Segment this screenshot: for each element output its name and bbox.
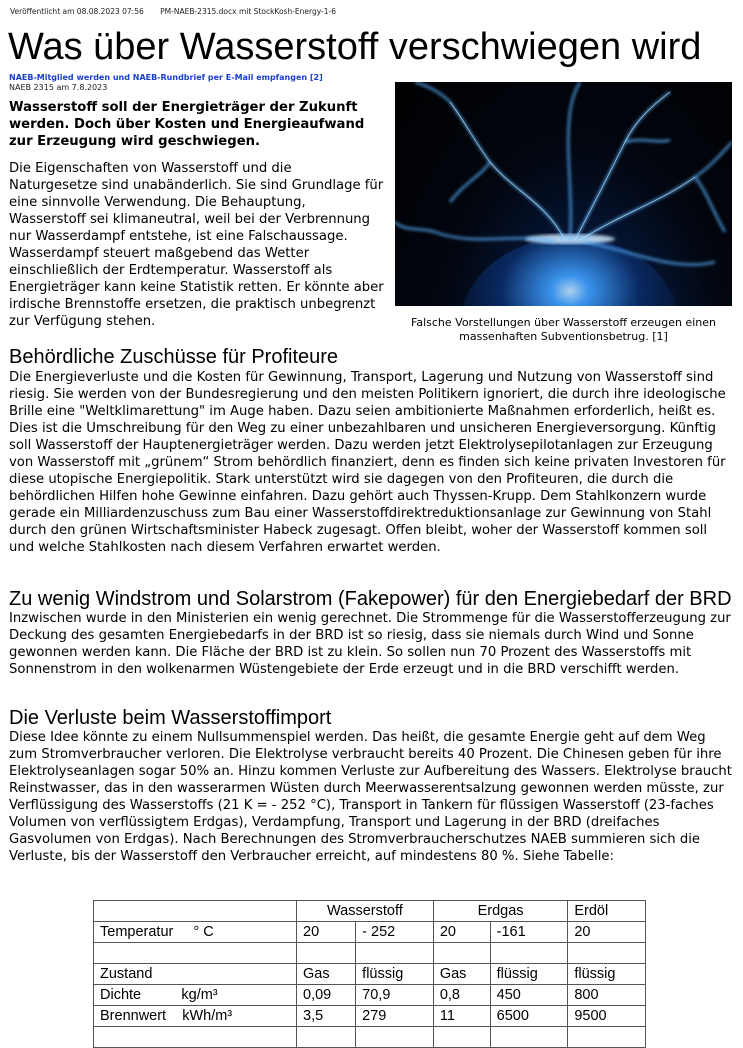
table-cell: -161 <box>490 922 568 943</box>
table-cell <box>356 1027 434 1048</box>
table-cell: 20 <box>297 922 356 943</box>
row-label-calorific-value: Brennwert kWh/m³ <box>94 1006 297 1027</box>
publication-meta <box>10 7 350 16</box>
table-cell: flüssig <box>356 964 434 985</box>
subscribe-link[interactable]: NAEB-Mitglied werden und NAEB-Rundbrief per E-Mail empfangen [2] <box>9 73 323 82</box>
table-row <box>94 964 646 985</box>
section-heading-subsidies: Behördliche Zuschüsse für Profiteure <box>9 346 339 368</box>
section-heading-windsolar: Zu wenig Windstrom und Solarstrom (Fakepower) für den Energiebedarf der BRD <box>9 588 732 610</box>
table-cell: 20 <box>568 922 646 943</box>
table-row <box>94 1006 646 1027</box>
table-cell: 6500 <box>490 1006 568 1027</box>
table-cell: flüssig <box>568 964 646 985</box>
image-caption: Falsche Vorstellungen über Wasserstoff erzeugen einen massenhaften Subventionsbetrug. [1] <box>411 316 716 343</box>
section-text-subsidies: Die Energieverluste und die Kosten für Gewinnung, Transport, Lagerung und Nutzung von Wasserstoff sind riesig. Sie werden von der Bundesregierung und den meisten Politikern ignoriert, die durch ihre ideologische Brille eine "Weltklimarettung" im Auge haben. Dazu seien ambitionierte Maßnahmen erforderlich, heißt es. Dies ist die Umschreibung für den Weg zu einer unbezahlbaren und unsicheren Energieversorgung. Künftig soll Wasserstoff der Hauptenergieträger werden. Dazu werden jetzt Elektrolysepilotanlagen zur Erzeugung von Wasserstoff mit „grünem“ Strom behördlich finanziert, denn es finden sich keine privaten Investoren für diese utopische Energiepolitik. Stark unterstützt wird sie dagegen von den Profiteuren, die durch die behördlichen Hilfen hohe Gewinne einfahren. Dazu gehört auch Thyssen-Krupp. Dem Stahlkonzern wurde gerade ein Milliardenzuschuss zum Bau einer Wasserstoffdirektreduktionsanlage zur Gewinnung von Stahl durch den grünen Wirtschaftsminister Habeck zugesagt. Offen bleibt, woher der Wasserstoff kommen soll und welche Stahlkosten nach diesem Verfahren erwartet werden. <box>9 370 726 555</box>
table-cell: 3,5 <box>297 1006 356 1027</box>
table-cell <box>433 1027 490 1048</box>
table-header-row <box>94 901 646 922</box>
group-header-hydrogen: Wasserstoff <box>297 901 434 922</box>
table-cell <box>568 943 646 964</box>
table-cell <box>490 943 568 964</box>
naeb-reference: NAEB 2315 am 7.8.2023 <box>9 83 108 92</box>
table-cell: 0,09 <box>297 985 356 1006</box>
section-text-windsolar: Inzwischen wurde in den Ministerien ein wenig gerechnet. Die Strommenge für die Wasserstofferzeugung zur Deckung des gesamten Energiebedarfs in der BRD ist so riesig, dass sie niemals durch Wind und Sonne gewonnen werden kann. Die Fläche der BRD ist zu klein. So sollen nun 70 Prozent des Wasserstoffs mit Sonnenstrom in den wolkenarmen Wüstengebiete der Erde erzeugt und in die BRD verschifft werden. <box>9 611 731 677</box>
table-cell: 11 <box>433 1006 490 1027</box>
table-cell: 279 <box>356 1006 434 1027</box>
table-cell: 450 <box>490 985 568 1006</box>
table-cell: flüssig <box>490 964 568 985</box>
table-cell <box>94 943 297 964</box>
table-cell: Gas <box>297 964 356 985</box>
section-text-import-losses: Diese Idee könnte zu einem Nullsummenspiel werden. Das heißt, die gesamte Energie geht auf dem Weg zum Stromverbraucher verloren. Die Elektrolyse verbraucht bereits 40 Prozent. Die Chinesen geben für ihre Elektrolyseanlagen sogar 50% an. Hinzu kommen Verluste zur Aufbereitung des Wassers. Elektrolyse braucht Reinstwasser, das in den wasserarmen Wüsten durch Meerwasserentsalzung gewonnen werden müsste, zur Verflüssigung des Wasserstoffs (21 K = - 252 °C), Transport in Tankern für flüssigen Wasserstoff (23-faches Volumen von verflüssigtem Erdgas), Verdampfung, Transport und Lagerung in der BRD (dreifaches Gasvolumen von Erdgas). Nach Berechnungen des Stromverbraucherschutzes NAEB summieren sich die Verluste, bis der Wasserstoff den Verbraucher erreicht, auf mindestens 80 %. Siehe Tabelle: <box>9 730 732 864</box>
plasma-illustration <box>395 82 732 306</box>
row-label-state: Zustand <box>94 964 297 985</box>
table-row-empty <box>94 1027 646 1048</box>
table-cell: 9500 <box>568 1006 646 1027</box>
table-cell: 800 <box>568 985 646 1006</box>
table-cell: - 252 <box>356 922 434 943</box>
table-cell: Gas <box>433 964 490 985</box>
table-cell <box>94 1027 297 1048</box>
table-cell <box>490 1027 568 1048</box>
section-heading-import-losses: Die Verluste beim Wasserstoffimport <box>9 707 332 729</box>
table-cell: 0,8 <box>433 985 490 1006</box>
table-cell <box>568 1027 646 1048</box>
group-header-oil: Erdöl <box>568 901 646 922</box>
table-row-empty <box>94 943 646 964</box>
table-cell: 20 <box>433 922 490 943</box>
group-header-natural-gas: Erdgas <box>433 901 567 922</box>
row-label-density: Dichte kg/m³ <box>94 985 297 1006</box>
table-cell <box>433 943 490 964</box>
table-cell <box>297 943 356 964</box>
plasma-sphere-image <box>395 82 732 306</box>
table-cell <box>356 943 434 964</box>
energy-comparison-table <box>93 900 646 1048</box>
intro-paragraph: Die Eigenschaften von Wasserstoff und die Naturgesetze sind unabänderlich. Sie sind Grundlage für eine sinnvolle Verwendung. Die Behauptung, Wasserstoff sei klimaneutral, weil bei der Verbrennung nur Wasserdampf entstehe, ist eine Falschaussage. Wasserdampf steuert maßgebend das Wetter einschließlich der Erdtemperatur. Wasserstoff als Energieträger kann keine Statistik retten. Er könnte aber irdische Brennstoffe ersetzen, die praktisch unbegrenzt zur Verfügung stehen. <box>9 161 384 329</box>
page-title: Was über Wasserstoff verschwiegen wird <box>8 26 702 68</box>
lead-paragraph: Wasserstoff soll der Energieträger der Zukunft werden. Doch über Kosten und Energieaufwand zur Erzeugung wird geschwiegen. <box>9 100 365 149</box>
table-cell: 70,9 <box>356 985 434 1006</box>
source-file: PM-NAEB-2315.docx mit StockKosh-Energy-1-6 <box>160 7 336 16</box>
table-row <box>94 922 646 943</box>
table-cell <box>297 1027 356 1048</box>
published-date: Veröffentlicht am 08.08.2023 07:56 <box>10 7 144 16</box>
table-row <box>94 985 646 1006</box>
row-label-temperature: Temperatur ° C <box>94 922 297 943</box>
table-corner-cell <box>94 901 297 922</box>
